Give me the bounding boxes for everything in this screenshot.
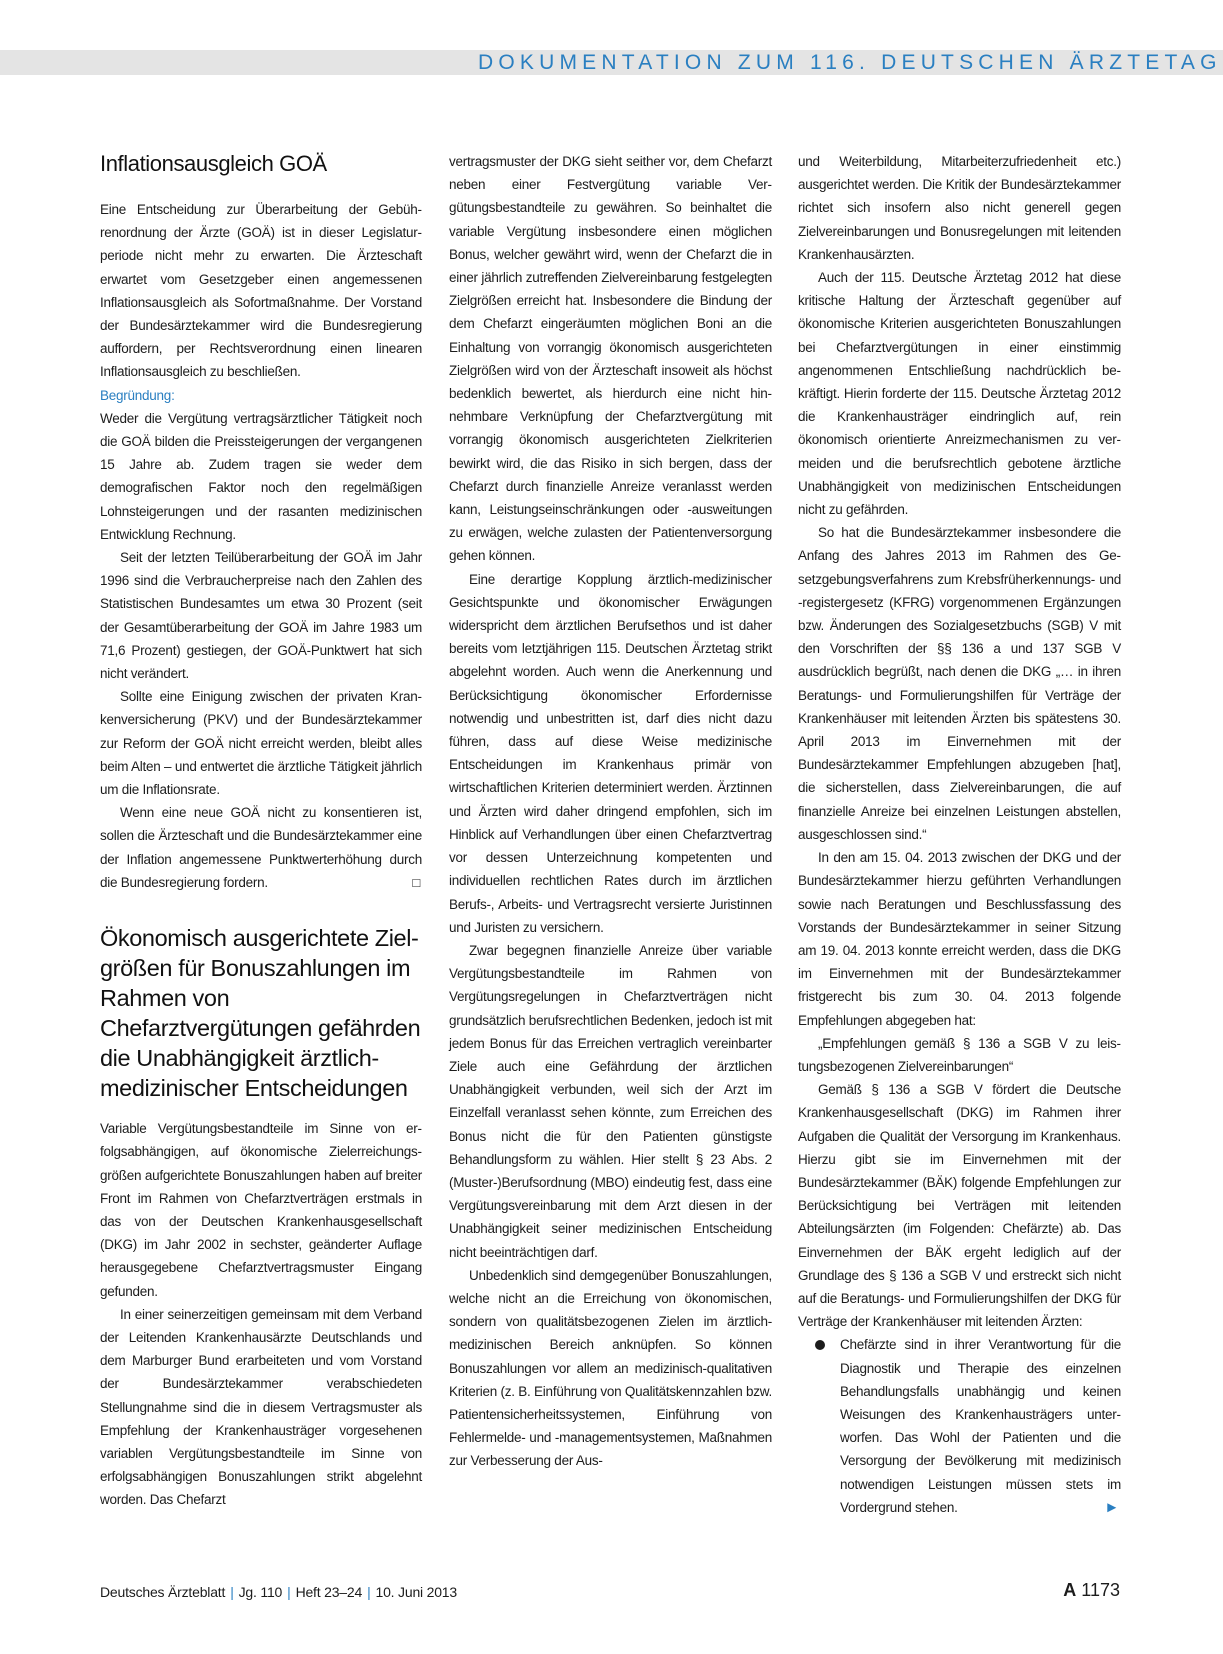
footer-citation: [100, 1584, 457, 1600]
article-2-paragraph-part: und Weiterbildung, Mitarbeiterzufriedenheit etc.) ausgerichtet werden. Die Kritik der Bundesärztekammer richtet sich insofern also nicht generell gegen Zielvereinbarungen und Bonusregelungen mit leitenden Krankenhausärzten.: [798, 154, 1121, 262]
article-2-paragraph: In den am 15. 04. 2013 zwischen der DKG und der Bundesärztekammer hierzu geführten Verhandlungen sowie nach Beratungen und Beschlussfassung des Vorstands der Bundesärztekammer in seiner Sitzung am 19. 04. 2013 konnte erreicht werden, dass die DKG im Einvernehmen mit der Bundesärztekammer fristgerecht bis zum 30. 04. 2013 folgende Empfehlungen abgegeben hat:: [798, 850, 1121, 1028]
article-1-subheading: Begründung:: [100, 387, 175, 403]
article-2-paragraph: So hat die Bundesärztekammer insbesondere die Anfang des Jahres 2013 im Rahmen des Gesetzgebungsverfahrens zum Krebsfrüherkennungs- und -registergesetz (KFRG) vorgenommenen Ergänzungen bzw. Änderungen des Sozialgesetzbuchs (SGB) V mit den Vorschriften der §§ 136 a und 137 SGB V ausdrücklich begrüßt, nach denen die DKG „… in ihren Beratungs- und Formulierungshilfen für Verträge der Krankenhäuser mit leitenden Ärzten bis spätestens 30. April 2013 im Einvernehmen mit der Bundesärztekammer Empfehlungen abzugeben [hat], die sicherstellen, dass Zielvereinbarungen, die auf finanzielle Anreize bei einzelnen Leistungen abstellen, ausgeschlossen sind.“: [798, 525, 1121, 842]
article-2-paragraph: Variable Vergütungsbestandteile im Sinne von erfolgsabhängigen, auf ökonomische Zielerreichungsgrößen aufgerichtete Bonuszahlungen haben auf breiter Front im Rahmen von Chefarztverträgen erstmals in das von der Deutschen Krankenhausgesellschaft (DKG) im Jahr 2002 in sechster, geänderter Auflage herausgegebene Chefarztvertragsmuster Eingang gefunden.: [100, 1121, 422, 1299]
footer-date: 10. Juni 2013: [375, 1584, 457, 1600]
article-2-paragraph-part: vertragsmuster der DKG sieht seither vor, dem Chefarzt neben einer Festvergütung variable Vergütungsbestandteile zu gewähren. So beinhaltet die variable Vergütung insbesondere einen möglichen Bonus, welcher gewährt wird, wenn der Chefarzt die in einer jährlich zutreffenden Zielvereinbarung festgelegten Zielgrößen erreicht hat. Insbesondere die Bindung der dem Chefarzt eingeräumten möglichen Boni an die Einhaltung von vorrangig ökonomisch ausgerichteten Zielgrößen wird von der Ärzteschaft insoweit als höchst bedenklich bewertet, als hierdurch eine nicht hinnehmbare Verknüpfung der Chefarztvergütung mit vorrangig ökonomisch ausgerichteten Zielkriterien bewirkt wird, die das Risiko in sich bergen, dass der Chefarzt durch finanzielle Anreize veranlasst werden kann, Leistungseinschränkungen oder -ausweitungen zu erwägen, welche zulasten der Patientenversorgung gehen können.: [449, 154, 772, 564]
article-1-title: Inflationsausgleich GOÄ: [100, 151, 327, 176]
footer-separator: |: [287, 1584, 291, 1600]
article-1-paragraph: Sollte eine Einigung zwischen der privaten Krankenversicherung (PKV) und der Bundesärztekammer zur Reform der GOÄ nicht erreicht werden, bleibt alles beim Alten – und entwertet die ärztliche Tätigkeit jährlich um die Inflationsrate.: [100, 689, 422, 798]
bullet-icon: [815, 1340, 825, 1350]
footer-volume: Jg. 110: [238, 1584, 283, 1600]
footer-separator: |: [230, 1584, 234, 1600]
article-2-paragraph-part: In einer seinerzeitigen gemeinsam mit dem Verband der Leitenden Krankenhausärzte Deutschlands und dem Marburger Bund erarbeiteten und vom Vorstand der Bundesärztekammer verabschiedeten Stellungnahme sind die in diesem Vertragsmuster als Empfehlung der Krankenhausträger vorgesehenen variablen Vergütungsbestandteile im Sinne von erfolgsabhängigen Bonuszahlungen strikt abgelehnt worden. Das Chefarzt: [100, 1306, 422, 1508]
column-3: [798, 150, 1121, 1519]
article-2-paragraph: Auch der 115. Deutsche Ärztetag 2012 hat diese kritische Haltung der Ärzteschaft gegenüber auf ökonomische Kriterien ausgerichteten Bonuszahlungen bei Chefarztvergütungen in einer einstimmig angenommenen Entschließung nachdrücklich bekräftigt. Hierin forderte der 115. Deutsche Ärztetag 2012 die Krankenhausträger eindringlich auf, rein ökonomisch orientierte Anreizmechanismen zu vermeiden und die berufsrechtlich gebotene ärztliche Unabhängigkeit von medizinischen Entscheidungen nicht zu gefährden.: [798, 270, 1121, 518]
column-1: [100, 150, 422, 1512]
bullet-text: Chefärzte sind in ihrer Verantwortung für die Diagnostik und Therapie des einzelnen Behandlungsfalls unabhängig und keinen Weisungen des Krankenhausträgers unterworfen. Das Wohl der Patienten und die Versorgung der Bevölkerung mit medizinisch notwendigen Leistungen müssen stets im Vordergrund stehen.: [840, 1337, 1121, 1515]
article-2-paragraph: Eine derartige Kopplung ärztlich-medizinischer Gesichtspunkte und ökonomischer Erwägungen widerspricht dem ärztlichen Berufsethos und ist daher bereits vom letztjährigen 115. Deutschen Ärztetag strikt abgelehnt worden. Auch wenn die Anerkennung und Berücksichtigung ökonomischer Erfordernisse notwendig und unbestritten ist, darf dies nicht dazu führen, dass auf diese Weise medizinische Entscheidungen im Krankenhaus primär von wirtschaftlichen Kriterien determiniert werden. Ärztinnen und Ärzten wird daher dringend empfohlen, sich im Hinblick auf Verhandlungen über einen Chefarztvertrag vor dessen Unterzeichnung kompetenten und individuellen rechtlichen Rates durch im ärztlichen Berufs-, Arbeits- und Vertragsrecht versierte Juristinnen und Juristen zu versichern.: [449, 571, 772, 935]
footer-separator: |: [367, 1584, 371, 1600]
article-1-intro: Eine Entscheidung zur Überarbeitung der Gebührenordnung der Ärzte (GOÄ) ist in dieser Legislaturperiode nicht mehr zu erwarten. Die Ärzteschaft erwartet vom Gesetzgeber einen angemessenen Inflationsausgleich als Sofortmaßnahme. Der Vorstand der Bundesärztekammer wird die Bundesregierung auffordern, per Rechtsverordnung einen linearen Inflationsausgleich zu beschließen.: [100, 202, 422, 380]
article-1-paragraph: Weder die Vergütung vertragsärztlicher Tätigkeit noch die GOÄ bilden die Preissteigerungen der vergangenen 15 Jahre ab. Zudem tragen sie weder dem demografischen Faktor noch den regelmäßigen Lohnsteigerungen und der rasanten medizinischen Entwicklung Rechnung.: [100, 410, 422, 542]
footer-journal: Deutsches Ärzteblatt: [100, 1584, 226, 1600]
page-number: [1030, 1580, 1120, 1601]
article-1-last-text: Wenn eine neue GOÄ nicht zu konsentieren ist, sollen die Ärzteschaft und die Bundesärztekammer eine der Inflation angemessene Punktwerterhöhung durch die Bundesregierung fordern.: [100, 805, 422, 890]
end-mark: □: [412, 874, 420, 890]
footer-issue: Heft 23–24: [295, 1584, 363, 1600]
article-2-paragraph-part: Unbedenklich sind demgegenüber Bonuszahlungen, welche nicht an die Erreichung von ökonomischen, sondern von qualitätsbezogenen Zielen im ärztlich-medizinischen Bereich anknüpfen. So können Bonuszahlungen vor allem an medizinisch-qualitativen Kriterien (z. B. Einführung von Qualitätskennzahlen bzw. Patientensicherheitssystemen, Einführung von Fehlermelde- und -managementsystemen, Maßnahmen zur Verbesserung der Aus-: [449, 1267, 772, 1469]
continue-arrow-icon: ►: [1104, 1498, 1119, 1516]
article-2-title: Ökonomisch ausgerichtete Zielgrößen für Bonuszahlungen im Rahmen von Chefarztvergütungen gefährden die Unabhängigkeit ärztlich-medizinischer Entscheidungen: [100, 925, 421, 1102]
bullet-list-item: [798, 1333, 1121, 1519]
article-2-paragraph: Gemäß § 136 a SGB V fördert die Deutsche Krankenhausgesellschaft (DKG) im Rahmen ihrer Aufgaben die Qualität der Versorgung im Krankenhaus. Hierzu gibt sie im Einvernehmen mit der Bundesärztekammer (BÄK) folgende Empfehlungen zur Berücksichtigung bei Verträgen mit leitenden Abteilungsärzten (im Folgenden: Chefärzte) ab. Das Einvernehmen der BÄK ergeht lediglich auf der Grundlage des § 136 a SGB V und erstreckt sich nicht auf die Beratungs- und Formulierungshilfen der DKG für Verträge der Krankenhäuser mit leitenden Ärzten:: [798, 1082, 1121, 1330]
header-title: DOKUMENTATION ZUM 116. DEUTSCHEN ÄRZTETAG: [478, 51, 1222, 74]
article-2-paragraph: Zwar begegnen finanzielle Anreize über variable Vergütungsbestandteile im Rahmen von Vergütungsregelungen in Chefarztverträgen nicht grundsätzlich berufsrechtlichen Bedenken, jedoch ist mit jedem Bonus für das Erreichen vertraglich vereinbarter Ziele auch eine Gefährdung der ärztlichen Unabhängigkeit verbunden, weil sich der Arzt im Einzelfall veranlasst sehen könnte, zum Erreichen des Bonus nicht die für den Patienten günstigste Behandlungsform zu wählen. Hier stellt § 23 Abs. 2 (Muster-)Berufsordnung (MBO) eindeutig fest, dass eine Vergütungsvereinbarung mit dem Arzt diesen in der Unabhängigkeit seiner medizinischen Entscheidung nicht beeinträchtigen darf.: [449, 942, 772, 1260]
page-number-value: 1173: [1081, 1580, 1120, 1600]
article-1-paragraph: Seit der letzten Teilüberarbeitung der GOÄ im Jahr 1996 sind die Verbraucherpreise nach den Zahlen des Statistischen Bundesamtes um etwa 30 Prozent (seit der Gesamtüberarbeitung der GOÄ im Jahre 1983 um 71,6 Prozent) gestiegen, der GOÄ-Punktwert hat sich nicht verändert.: [100, 550, 422, 682]
page-prefix: A: [1063, 1580, 1077, 1600]
article-1-last-paragraph: [100, 801, 422, 894]
column-2: [449, 150, 772, 1473]
article-2-quote: „Empfehlungen gemäß § 136 a SGB V zu leistungsbezogenen Zielvereinbarungen“: [798, 1035, 1121, 1074]
